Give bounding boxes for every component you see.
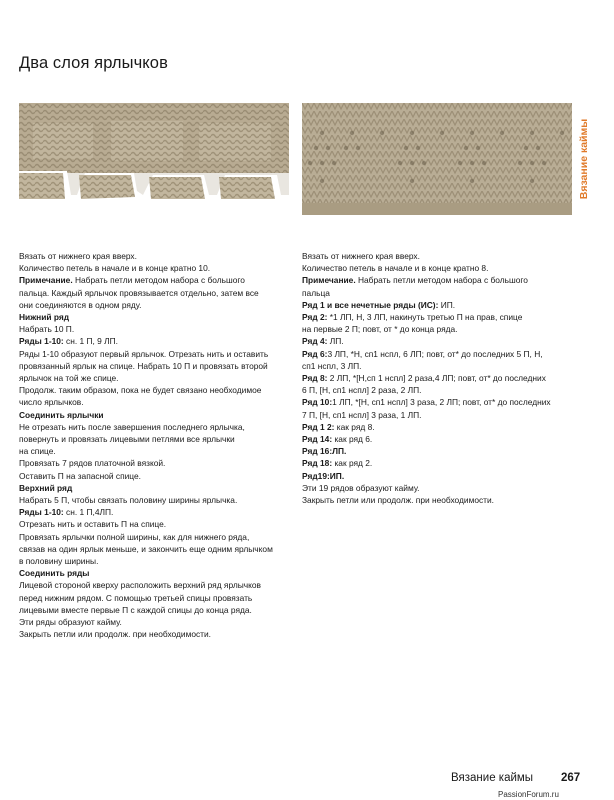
text-line: Лицевой стороной кверху расположить верхний ряд ярлычков [19,580,261,591]
text-line: Примечание. Набрать петли методом набора с большого [19,275,245,286]
text-line: Провязать ярлычки полной ширины, как для нижнего ряда, [19,531,250,542]
text-line: повернуть и провязать лицевыми петлями все ярлычки [19,434,235,445]
text-line: Ряд 1 2: как ряд 8. [302,421,375,432]
text-line: перед нижним рядом. С помощью третьей спицы провязать [19,592,253,603]
text-line: пальца [302,287,330,298]
text-line: Ряды 1-10: сн. 1 П, 9 ЛП. [19,336,118,347]
text-line: Количество петель в начале и в конце кратно 10. [19,263,211,274]
subheading: Верхний ряд [19,482,73,493]
text-line: ярлычок на той же спице. [19,373,119,384]
text-line: Оставить П на запасной спице. [19,470,141,481]
text-line: Продолж. таким образом, пока не будет связано необходимое [19,385,262,396]
page-number: 267 [561,772,581,784]
text-line: Эти ряды образуют кайму. [19,617,122,628]
text-line: Не отрезать нить после завершения последнего ярлычка, [19,421,245,432]
text-line: сп1 нспл, 3 ЛП. [302,360,362,371]
text-line: Ряд 4: ЛП. [302,336,344,347]
text-line: Ряд 10:1 ЛП, *[Н, сп1 нспл] 3 раза, 2 ЛП; повт, от* до последних [302,397,551,408]
text-line: Набрать 5 П, чтобы связать половину ширины ярлычка. [19,495,238,506]
page-title: Два слоя ярлычков [19,54,168,72]
text-line: Ряд 2: *1 ЛП, Н, 3 ЛП, накинуть третью П на прав, спице [302,312,523,323]
tabs-swatch-photo [19,103,289,215]
lace-swatch-photo [302,103,572,215]
text-line: они соединяются в одном ряду. [19,299,142,310]
text-line: лицевыми вместе первые П с каждой спицы до конца ряда. [19,604,252,615]
text-line: Ряды 1-10 образуют первый ярлычок. Отрезать нить и оставить [19,348,269,359]
text-line: число ярлычков. [19,397,84,408]
text-line: провязанный ярлык на спице. Набрать 10 П и провязать второй [19,360,268,371]
text-line: Количество петель в начале и в конце кратно 8. [302,263,489,274]
text-line: в половину ширины. [19,556,99,567]
text-line: Набрать 10 П. [19,324,75,335]
right-instructions [302,250,572,506]
text-line: Отрезать нить и оставить П на спице. [19,519,167,530]
page-footer [0,772,614,799]
text-line: на спице. [19,446,56,457]
text-line: Вязать от нижнего края вверх. [19,251,137,261]
text-line: на первые 2 П; повт, от * до конца ряда. [302,324,458,335]
watermark: PassionForum.ru [498,790,559,799]
text-line: Ряд 8: 2 ЛП, *[Н,сп 1 нспл] 2 раза,4 ЛП; повт, от* до последних [302,373,546,384]
text-line: Ряд 16:ЛП. [302,446,347,457]
text-line: Провязать 7 рядов платочной вязкой. [19,458,166,469]
text-line: Ряд19:ИП. [302,470,345,481]
text-line: Ряд 6:3 ЛП, *Н, сп1 нспл, 6 ЛП; повт, от* до последних 5 П, Н, [302,348,543,359]
text-line: Ряд 14: как ряд 6. [302,434,373,445]
left-instructions [19,250,289,641]
text-line: 7 П, [Н, сп1 нспл] 3 раза, 1 ЛП. [302,409,422,420]
text-line: Ряд 1 и все нечетные ряды (ИС): ИП. [302,299,456,310]
text-line: Закрыть петли или продолж. при необходимости. [19,629,212,640]
text-line: Ряды 1-10: сн. 1 П,4ЛП. [19,507,114,518]
subheading: Соединить ряды [19,568,90,579]
footer-section-title: Вязание каймы [451,772,534,784]
text-line: Вязать от нижнего края вверх. [302,251,420,261]
text-line: связав на один ярлык меньше, и закончить еще одним ярлычком [19,543,273,554]
text-line: Эти 19 рядов образуют кайму. [302,482,420,493]
text-line: 6 П, [Н, сп1 нспл] 2 раза, 2 ЛП. [302,385,422,396]
section-side-tab [576,103,602,215]
text-line: Закрыть петли или продолж. при необходимости. [302,495,495,506]
subheading: Нижний ряд [19,312,70,323]
side-tab-label: Вязание каймы [578,118,590,200]
text-line: пальца. Каждый ярлычок провязывается отдельно, затем все [19,287,259,298]
text-line: Ряд 18: как ряд 2. [302,458,373,469]
text-line: Примечание. Набрать петли методом набора с большого [302,275,528,286]
subheading: Соединить ярлычки [19,409,104,420]
